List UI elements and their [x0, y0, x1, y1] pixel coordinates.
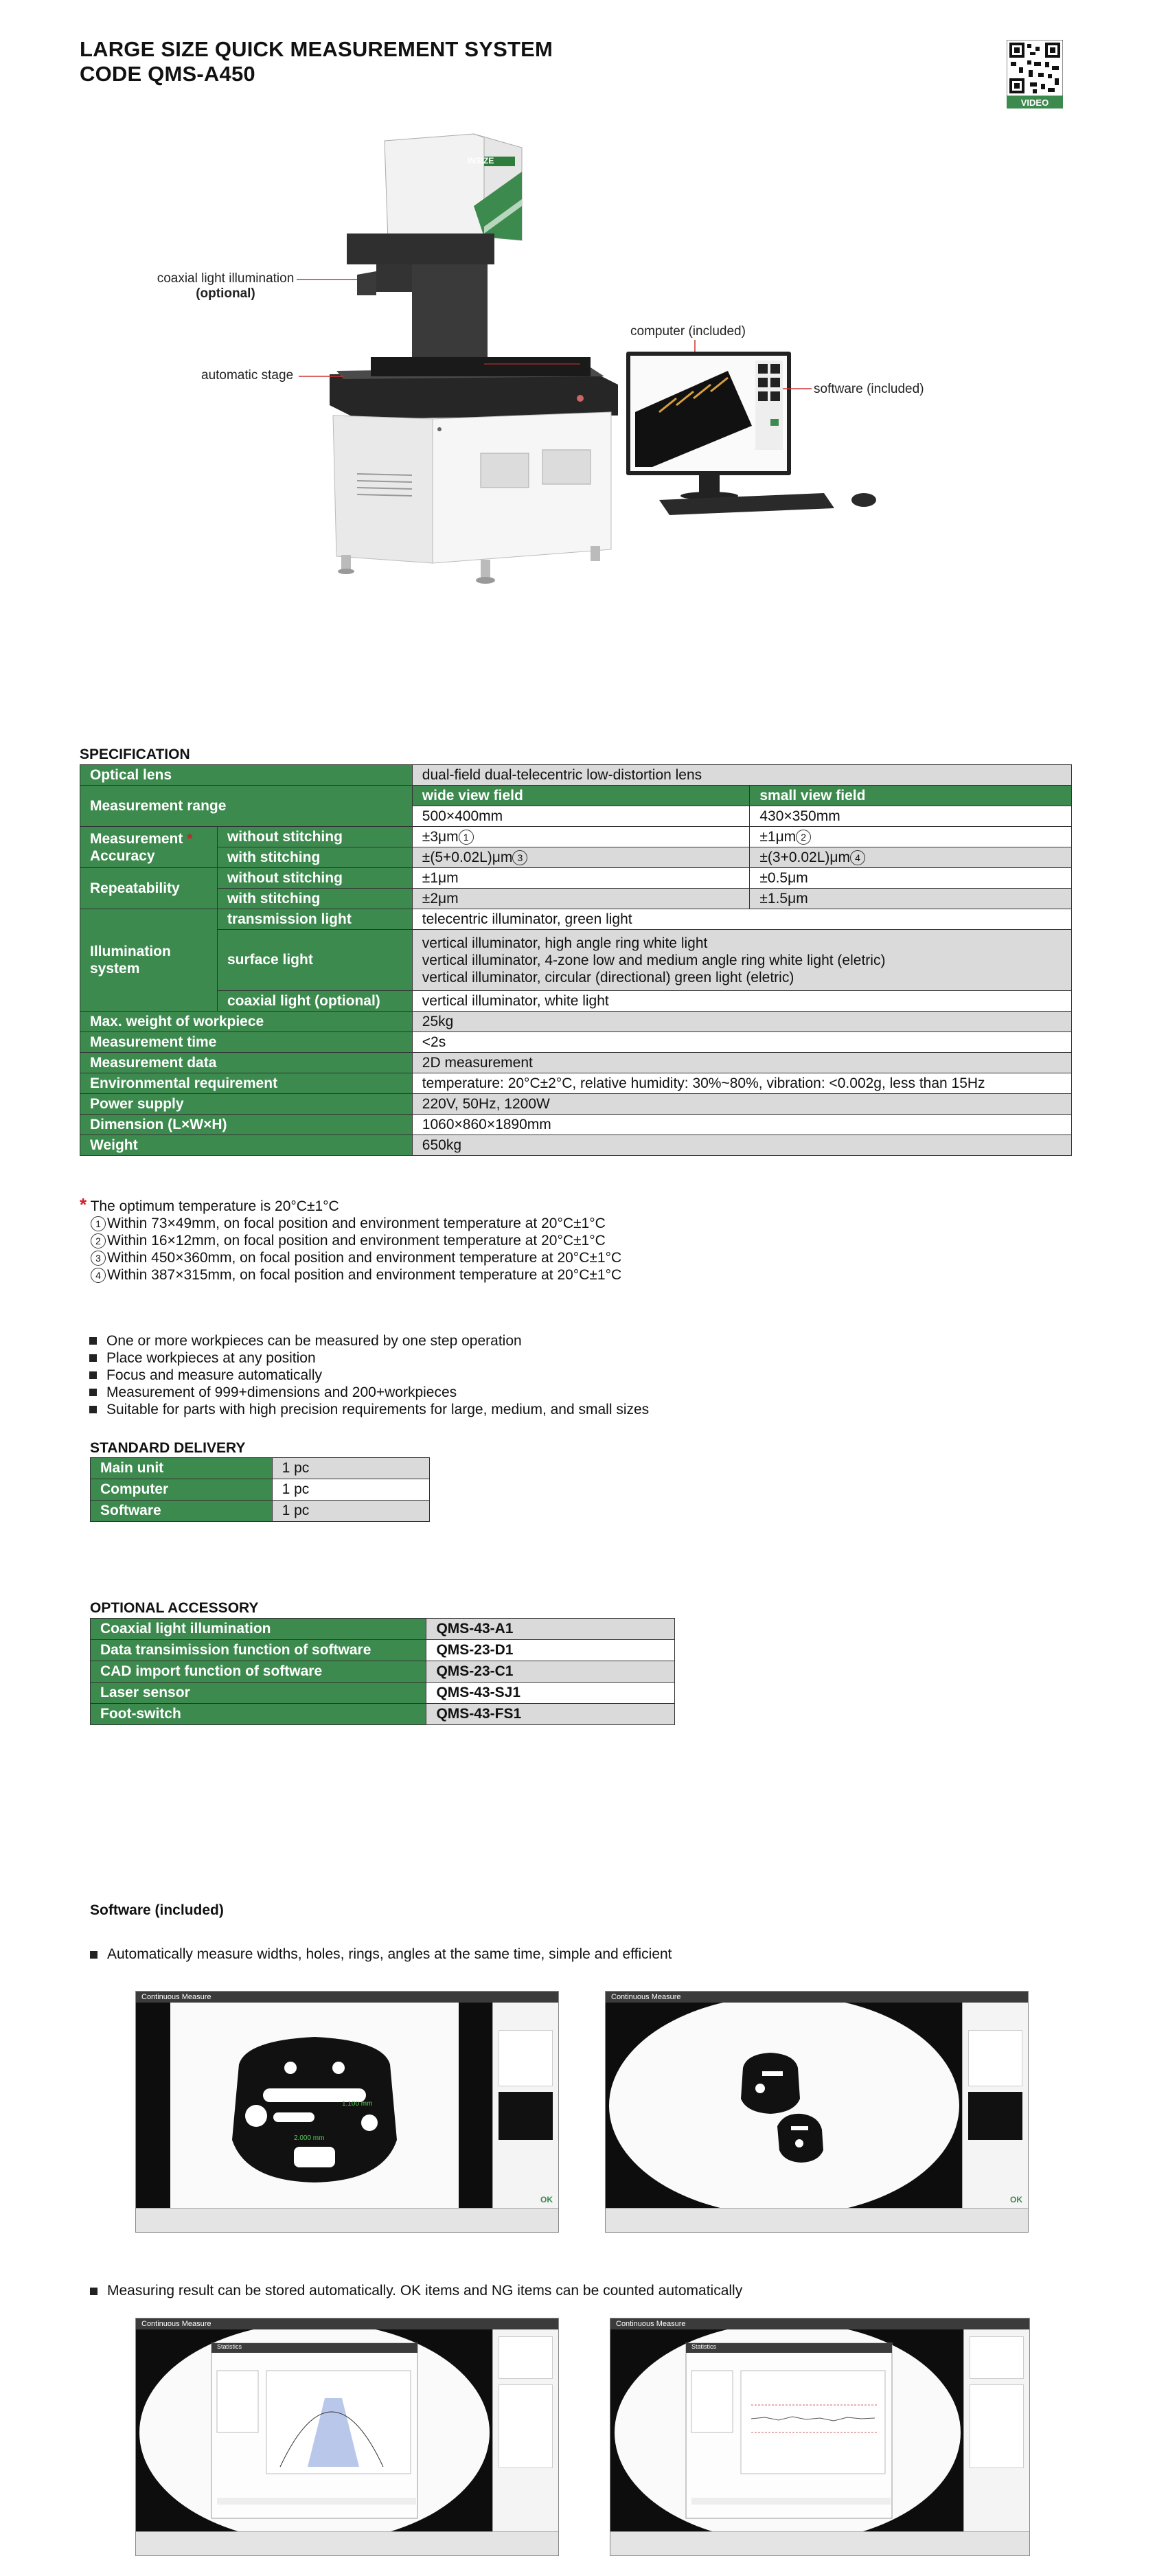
- feature-item: [89, 1349, 649, 1367]
- bullet-icon: [89, 1337, 97, 1345]
- delivery-table: [90, 1457, 430, 1522]
- callout-coaxial-text: coaxial light illumination: [157, 271, 295, 286]
- spec-label: Optical lens: [80, 765, 413, 786]
- spec-label: Environmental requirement: [80, 1073, 413, 1094]
- spec-col-wide: wide view field: [412, 786, 750, 806]
- feature-text: Focus and measure automatically: [106, 1367, 322, 1383]
- tool-bar[interactable]: [136, 2208, 558, 2232]
- note-number: 2: [91, 1233, 106, 1249]
- result-panel: [492, 2329, 558, 2532]
- delivery-heading: STANDARD DELIVERY: [90, 1440, 246, 1456]
- accessory-heading: OPTIONAL ACCESSORY: [90, 1600, 259, 1616]
- spec-value: 500×400mm: [412, 806, 750, 827]
- svg-text:1.100 mm: 1.100 mm: [342, 2100, 373, 2108]
- spec-row-measurement-data: [80, 1053, 1072, 1073]
- svg-text:2.000 mm: 2.000 mm: [294, 2134, 325, 2142]
- spec-row-dimension: [80, 1115, 1072, 1135]
- accessory-code: QMS-43-A1: [426, 1619, 675, 1640]
- spec-row-power: [80, 1094, 1072, 1115]
- spec-sublabel: with stitching: [217, 889, 412, 909]
- spec-row-weight: [80, 1135, 1072, 1156]
- surface-line-2: vertical illuminator, 4-zone low and medium angle ring white light (eletric): [422, 952, 886, 968]
- delivery-row: [91, 1501, 430, 1522]
- software-screenshot-2: [605, 1991, 1029, 2233]
- spec-table: [80, 764, 1072, 1156]
- spec-value: 650kg: [412, 1135, 1071, 1156]
- accessory-item: Laser sensor: [91, 1683, 426, 1704]
- software-screenshot-3: [135, 2318, 559, 2556]
- spec-value: dual-field dual-telecentric low-distortion lens: [412, 765, 1071, 786]
- spec-value: 2D measurement: [412, 1053, 1071, 1073]
- feature-list: [89, 1332, 649, 1418]
- spec-label-illumination: [80, 909, 218, 1012]
- spec-row-environment: [80, 1073, 1072, 1094]
- callout-stage: automatic stage: [201, 368, 294, 383]
- accessory-row: [91, 1619, 675, 1640]
- accessory-row: [91, 1683, 675, 1704]
- accessory-row: [91, 1640, 675, 1661]
- callout-computer: computer (included): [630, 324, 746, 339]
- spec-label: Measurement time: [80, 1032, 413, 1053]
- delivery-item: Main unit: [91, 1458, 273, 1479]
- feature-text: Place workpieces at any position: [106, 1350, 316, 1366]
- spec-sublabel: transmission light: [217, 909, 412, 930]
- window-title: Continuous Measure: [606, 1992, 1028, 2003]
- delivery-item: Computer: [91, 1479, 273, 1501]
- accuracy-w-wide: ±(5+0.02L)μm: [422, 849, 513, 865]
- spec-label: Power supply: [80, 1094, 413, 1115]
- spec-value: 430×350mm: [750, 806, 1072, 827]
- accessory-code: QMS-23-C1: [426, 1661, 675, 1683]
- result-panel: [492, 2003, 558, 2209]
- spec-row-optical-lens: [80, 765, 1072, 786]
- spec-sublabel: coaxial light (optional): [217, 991, 412, 1012]
- feature-text: Measurement of 999+dimensions and 200+workpieces: [106, 1384, 457, 1400]
- note-intro: [80, 1196, 621, 1215]
- tool-bar[interactable]: [606, 2208, 1028, 2232]
- feature-text: One or more workpieces can be measured by one step operation: [106, 1333, 522, 1349]
- accessory-code: QMS-43-FS1: [426, 1704, 675, 1725]
- delivery-qty: 1 pc: [272, 1479, 429, 1501]
- feature-item: [89, 1384, 649, 1401]
- accessory-item: Foot-switch: [91, 1704, 426, 1725]
- spec-sublabel: without stitching: [217, 868, 412, 889]
- bullet-icon: [90, 1951, 98, 1959]
- software-feature-text: Measuring result can be stored automatically. OK items and NG items can be counted automatically: [107, 2283, 743, 2299]
- surface-line-3: vertical illuminator, circular (directional) green light (eletric): [422, 969, 794, 985]
- accessory-table: [90, 1618, 675, 1725]
- spec-value: vertical illuminator, white light: [412, 991, 1071, 1012]
- spec-sublabel: without stitching: [217, 827, 412, 847]
- tool-bar[interactable]: [610, 2531, 1029, 2555]
- accessory-row: [91, 1661, 675, 1683]
- spec-label: Max. weight of workpiece: [80, 1012, 413, 1032]
- note-text: Within 387×315mm, on focal position and environment temperature at 20°C±1°C: [107, 1267, 622, 1283]
- spec-value: [412, 827, 750, 847]
- note-ref-2: 2: [796, 830, 811, 845]
- accuracy-wo-wide: ±3μm: [422, 828, 459, 845]
- spec-row-weight-workpiece: [80, 1012, 1072, 1032]
- spec-row-repeat-with: [80, 889, 1072, 909]
- accuracy-wo-small: ±1μm: [759, 828, 797, 845]
- illum-label-1: Illumination: [90, 944, 171, 959]
- note-number: 3: [91, 1251, 106, 1266]
- spec-value: ±2μm: [412, 889, 750, 909]
- spec-value: [750, 847, 1072, 868]
- measurement-view: [136, 2003, 493, 2209]
- bullet-icon: [89, 1354, 97, 1362]
- svg-text:INSIZE: INSIZE: [467, 156, 494, 166]
- ok-status: OK: [1010, 2195, 1022, 2204]
- spec-label: Weight: [80, 1135, 413, 1156]
- accuracy-label-1: Measurement: [90, 830, 183, 847]
- spec-col-small: small view field: [750, 786, 1072, 806]
- spec-value: 25kg: [412, 1012, 1071, 1032]
- note-item: [80, 1215, 621, 1232]
- result-panel: [963, 2329, 1029, 2532]
- note-text: Within 73×49mm, on focal position and environment temperature at 20°C±1°C: [107, 1216, 606, 1231]
- software-screenshot-1: [135, 1991, 559, 2233]
- delivery-qty: 1 pc: [272, 1458, 429, 1479]
- result-panel: [962, 2003, 1028, 2209]
- spec-row-illum-surface: [80, 930, 1072, 991]
- note-ref-1: 1: [459, 830, 474, 845]
- callout-coaxial-optional: (optional): [196, 286, 255, 301]
- spec-value: 220V, 50Hz, 1200W: [412, 1094, 1071, 1115]
- delivery-row: [91, 1479, 430, 1501]
- statistics-view: [610, 2329, 964, 2532]
- spec-sublabel: with stitching: [217, 847, 412, 868]
- window-title: Continuous Measure: [610, 2318, 1029, 2329]
- note-item: [80, 1249, 621, 1266]
- note-ref-4: 4: [850, 850, 865, 865]
- svg-text:VIDEO: VIDEO: [1020, 98, 1049, 108]
- accessory-row: [91, 1704, 675, 1725]
- spec-value: 1060×860×1890mm: [412, 1115, 1071, 1135]
- title-line-1: LARGE SIZE QUICK MEASUREMENT SYSTEM: [80, 37, 553, 61]
- note-text: Within 16×12mm, on focal position and environment temperature at 20°C±1°C: [107, 1233, 606, 1249]
- accuracy-star: *: [187, 830, 193, 847]
- spec-label: Measurement range: [80, 786, 413, 827]
- accessory-item: Coaxial light illumination: [91, 1619, 426, 1640]
- software-feature-text: Automatically measure widths, holes, rings, angles at the same time, simple and efficient: [107, 1946, 672, 1962]
- note-ref-3: 3: [512, 850, 527, 865]
- accessory-item: Data transimission function of software: [91, 1640, 426, 1661]
- spec-value: temperature: 20°C±2°C, relative humidity: 30%~80%, vibration: <0.002g, less than 15Hz: [412, 1073, 1071, 1094]
- title-line-2: CODE QMS-A450: [80, 62, 255, 86]
- software-feature-2: [90, 2283, 742, 2299]
- accuracy-notes: [80, 1196, 621, 1284]
- software-screenshot-4: [610, 2318, 1030, 2556]
- stats-title: Statistics: [691, 2343, 717, 2350]
- spec-row-accuracy-with: [80, 847, 1072, 868]
- spec-row-measurement-time: [80, 1032, 1072, 1053]
- note-star: *: [80, 1194, 87, 1215]
- window-title: Continuous Measure: [136, 1992, 558, 2003]
- software-feature-1: [90, 1946, 672, 1963]
- bullet-icon: [89, 1406, 97, 1413]
- spec-row-illum-coax: [80, 991, 1072, 1012]
- spec-value: <2s: [412, 1032, 1071, 1053]
- delivery-qty: 1 pc: [272, 1501, 429, 1522]
- note-text: Within 450×360mm, on focal position and environment temperature at 20°C±1°C: [107, 1250, 622, 1266]
- ok-status: OK: [540, 2195, 553, 2204]
- bullet-icon: [90, 2288, 98, 2295]
- delivery-row: [91, 1458, 430, 1479]
- spec-value: ±1μm: [412, 868, 750, 889]
- feature-text: Suitable for parts with high precision requirements for large, medium, and small sizes: [106, 1402, 650, 1417]
- callout-software: software (included): [814, 382, 924, 396]
- callout-coaxial: [155, 271, 296, 301]
- software-heading: Software (included): [90, 1902, 224, 1918]
- spec-value: ±1.5μm: [750, 889, 1072, 909]
- spec-value: [412, 847, 750, 868]
- note-number: 4: [91, 1268, 106, 1283]
- spec-sublabel: surface light: [217, 930, 412, 991]
- feature-item: [89, 1401, 649, 1418]
- note-item: [80, 1232, 621, 1249]
- spec-value: telecentric illuminator, green light: [412, 909, 1071, 930]
- stats-title: Statistics: [217, 2343, 242, 2350]
- spec-label: Dimension (L×W×H): [80, 1115, 413, 1135]
- spec-value: ±0.5μm: [750, 868, 1072, 889]
- statistics-view: [136, 2329, 493, 2532]
- spec-row-repeat-without: [80, 868, 1072, 889]
- feature-item: [89, 1367, 649, 1384]
- window-title: Continuous Measure: [136, 2318, 558, 2329]
- spec-label: Repeatability: [80, 868, 218, 909]
- product-figure: [0, 0, 1168, 618]
- spec-row-accuracy-without: [80, 827, 1072, 847]
- bullet-icon: [89, 1389, 97, 1396]
- measurement-machine-illustration: [0, 0, 1168, 618]
- spec-row-range-header: [80, 786, 1072, 806]
- feature-item: [89, 1332, 649, 1349]
- accessory-code: QMS-43-SJ1: [426, 1683, 675, 1704]
- accessory-item: CAD import function of software: [91, 1661, 426, 1683]
- spec-label: Measurement data: [80, 1053, 413, 1073]
- spec-value: [750, 827, 1072, 847]
- accuracy-w-small: ±(3+0.02L)μm: [759, 849, 850, 865]
- spec-value-surface: [412, 930, 1071, 991]
- bullet-icon: [89, 1371, 97, 1379]
- spec-label-accuracy: [80, 827, 218, 868]
- accessory-code: QMS-23-D1: [426, 1640, 675, 1661]
- note-item: [80, 1266, 621, 1284]
- accuracy-label-2: Accuracy: [90, 847, 155, 864]
- measurement-view: [606, 2003, 963, 2209]
- delivery-item: Software: [91, 1501, 273, 1522]
- spec-row-illum-trans: [80, 909, 1072, 930]
- surface-line-1: vertical illuminator, high angle ring white light: [422, 935, 708, 951]
- illum-label-2: system: [90, 961, 140, 977]
- note-number: 1: [91, 1216, 106, 1231]
- spec-heading: SPECIFICATION: [80, 746, 190, 762]
- tool-bar[interactable]: [136, 2531, 558, 2555]
- note-intro-text: The optimum temperature is 20°C±1°C: [90, 1198, 339, 1214]
